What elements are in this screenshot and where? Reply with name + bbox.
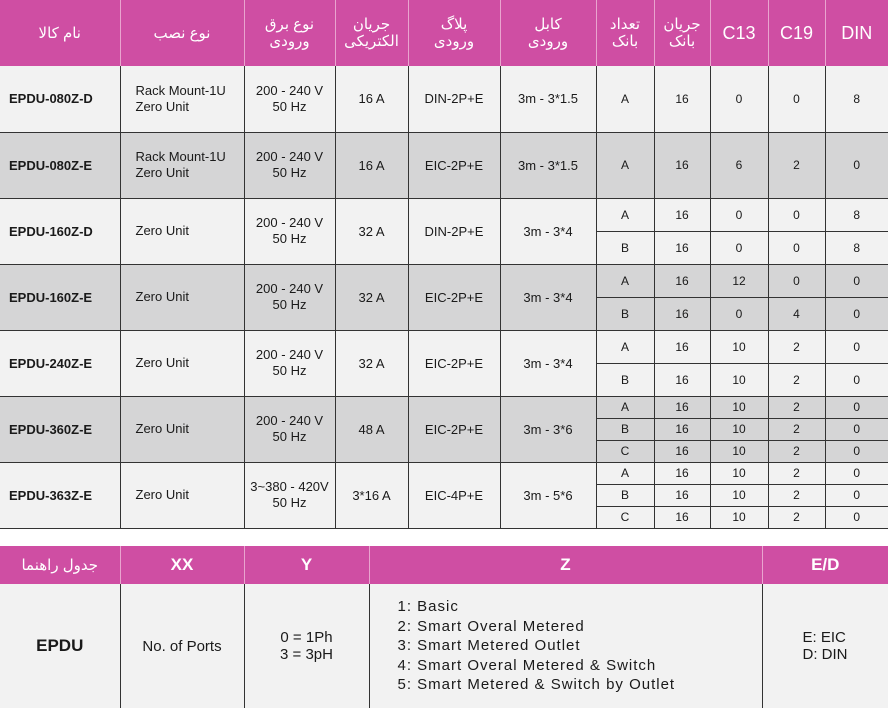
mount-type: Zero Unit (120, 198, 244, 264)
guide-ed-values (762, 584, 888, 708)
guide-z-line: 2: Smart Overal Metered (397, 617, 585, 635)
header-mount: نوع نصب (120, 0, 244, 66)
input-plug: EIC-2P+E (408, 330, 500, 396)
bank-label: C (596, 506, 654, 528)
c19-count: 2 (768, 330, 825, 363)
bank-label: B (596, 484, 654, 506)
guide-brand: EPDU (0, 584, 120, 708)
c13-count: 0 (710, 198, 768, 231)
guide-header-z: Z (369, 546, 762, 584)
electric-current: 48 A (335, 396, 408, 462)
din-count: 0 (825, 418, 888, 440)
table-row (0, 396, 888, 418)
bank-label: A (596, 198, 654, 231)
guide-z-line: 5: Smart Metered & Switch by Outlet (397, 676, 676, 694)
bank-label: A (596, 132, 654, 198)
guide-y-line: 3 = 3pH (280, 646, 333, 663)
din-count: 8 (825, 66, 888, 132)
input-plug: EIC-4P+E (408, 462, 500, 528)
guide-z-line: 4: Smart Overal Metered & Switch (397, 656, 657, 674)
c13-count: 6 (710, 132, 768, 198)
guide-body-row (0, 584, 888, 708)
bank-current: 16 (654, 231, 710, 264)
bank-current: 16 (654, 66, 710, 132)
c13-count: 10 (710, 462, 768, 484)
input-cable: 3m - 3*6 (500, 396, 596, 462)
c13-count: 10 (710, 330, 768, 363)
bank-label: B (596, 418, 654, 440)
product-code: EPDU-363Z-E (0, 462, 120, 528)
bank-label: A (596, 264, 654, 297)
input-plug: EIC-2P+E (408, 264, 500, 330)
bank-current: 16 (654, 440, 710, 462)
mount-type: Zero Unit (120, 264, 244, 330)
bank-label: C (596, 440, 654, 462)
input-power: 200 - 240 V 50 Hz (244, 396, 335, 462)
electric-current: 3*16 A (335, 462, 408, 528)
header-c13: C13 (710, 0, 768, 66)
input-plug: DIN-2P+E (408, 66, 500, 132)
c13-count: 10 (710, 363, 768, 396)
mount-type: Rack Mount-1U Zero Unit (120, 66, 244, 132)
din-count: 0 (825, 132, 888, 198)
c19-count: 2 (768, 484, 825, 506)
guide-z-values (369, 584, 762, 708)
din-count: 8 (825, 198, 888, 231)
guide-y-line: 0 = 1Ph (280, 629, 333, 646)
guide-ed-line: E: EIC (802, 629, 846, 646)
c19-count: 2 (768, 506, 825, 528)
header-banks: تعداد بانک (596, 0, 654, 66)
guide-ed-line: D: DIN (802, 646, 848, 663)
product-code: EPDU-160Z-E (0, 264, 120, 330)
bank-current: 16 (654, 462, 710, 484)
input-plug: EIC-2P+E (408, 396, 500, 462)
guide-header-y: Y (244, 546, 369, 584)
electric-current: 32 A (335, 198, 408, 264)
bank-current: 16 (654, 396, 710, 418)
c13-count: 12 (710, 264, 768, 297)
guide-header-row (0, 546, 888, 584)
c13-count: 10 (710, 396, 768, 418)
din-count: 0 (825, 484, 888, 506)
c19-count: 0 (768, 66, 825, 132)
bank-current: 16 (654, 132, 710, 198)
c19-count: 2 (768, 462, 825, 484)
c13-count: 10 (710, 440, 768, 462)
header-name: نام کالا (0, 0, 120, 66)
mount-type: Zero Unit (120, 330, 244, 396)
guide-header-xx: XX (120, 546, 244, 584)
header-cable: کابل ورودی (500, 0, 596, 66)
c13-count: 10 (710, 418, 768, 440)
product-code: EPDU-160Z-D (0, 198, 120, 264)
bank-label: A (596, 330, 654, 363)
mount-type: Rack Mount-1U Zero Unit (120, 132, 244, 198)
guide-z-line: 1: Basic (397, 598, 459, 616)
header-din: DIN (825, 0, 888, 66)
c13-count: 0 (710, 297, 768, 330)
electric-current: 32 A (335, 330, 408, 396)
header-current: جریان الکتریکی (335, 0, 408, 66)
input-cable: 3m - 3*1.5 (500, 66, 596, 132)
din-count: 8 (825, 231, 888, 264)
c19-count: 2 (768, 440, 825, 462)
header-c19: C19 (768, 0, 825, 66)
bank-current: 16 (654, 264, 710, 297)
bank-label: A (596, 66, 654, 132)
bank-label: B (596, 297, 654, 330)
input-cable: 3m - 3*1.5 (500, 132, 596, 198)
bank-label: A (596, 396, 654, 418)
din-count: 0 (825, 396, 888, 418)
din-count: 0 (825, 264, 888, 297)
table-row (0, 264, 888, 297)
bank-current: 16 (654, 484, 710, 506)
c19-count: 2 (768, 363, 825, 396)
table-row (0, 330, 888, 363)
electric-current: 32 A (335, 264, 408, 330)
c19-count: 2 (768, 418, 825, 440)
input-power: 200 - 240 V 50 Hz (244, 132, 335, 198)
product-code: EPDU-080Z-E (0, 132, 120, 198)
c13-count: 0 (710, 66, 768, 132)
c19-count: 0 (768, 264, 825, 297)
guide-z-line: 3: Smart Metered Outlet (397, 637, 581, 655)
table-row (0, 462, 888, 484)
input-plug: DIN-2P+E (408, 198, 500, 264)
product-code: EPDU-080Z-D (0, 66, 120, 132)
din-count: 0 (825, 363, 888, 396)
c13-count: 10 (710, 506, 768, 528)
guide-table (0, 546, 888, 708)
din-count: 0 (825, 330, 888, 363)
din-count: 0 (825, 440, 888, 462)
input-power: 200 - 240 V 50 Hz (244, 330, 335, 396)
mount-type: Zero Unit (120, 462, 244, 528)
c19-count: 0 (768, 198, 825, 231)
bank-current: 16 (654, 330, 710, 363)
bank-label: A (596, 462, 654, 484)
din-count: 0 (825, 297, 888, 330)
electric-current: 16 A (335, 66, 408, 132)
input-cable: 3m - 3*4 (500, 264, 596, 330)
input-plug: EIC-2P+E (408, 132, 500, 198)
bank-label: B (596, 231, 654, 264)
c19-count: 4 (768, 297, 825, 330)
table-row (0, 66, 888, 132)
bank-current: 16 (654, 363, 710, 396)
guide-xx-value: No. of Ports (120, 584, 244, 708)
input-cable: 3m - 5*6 (500, 462, 596, 528)
din-count: 0 (825, 462, 888, 484)
input-cable: 3m - 3*4 (500, 330, 596, 396)
table-row (0, 198, 888, 231)
header-plug: پلاگ ورودی (408, 0, 500, 66)
electric-current: 16 A (335, 132, 408, 198)
bank-current: 16 (654, 297, 710, 330)
din-count: 0 (825, 506, 888, 528)
c13-count: 10 (710, 484, 768, 506)
c19-count: 2 (768, 396, 825, 418)
bank-current: 16 (654, 506, 710, 528)
c13-count: 0 (710, 231, 768, 264)
bank-label: B (596, 363, 654, 396)
product-code: EPDU-240Z-E (0, 330, 120, 396)
mount-type: Zero Unit (120, 396, 244, 462)
guide-y-values (244, 584, 369, 708)
product-code: EPDU-360Z-E (0, 396, 120, 462)
header-input: نوع برق ورودی (244, 0, 335, 66)
input-power: 200 - 240 V 50 Hz (244, 198, 335, 264)
table-row (0, 132, 888, 198)
input-power: 3~380 - 420V 50 Hz (244, 462, 335, 528)
c19-count: 0 (768, 231, 825, 264)
input-cable: 3m - 3*4 (500, 198, 596, 264)
product-rows (0, 66, 888, 528)
table-header-row (0, 0, 888, 66)
bank-current: 16 (654, 418, 710, 440)
bank-current: 16 (654, 198, 710, 231)
guide-title: جدول راهنما (0, 546, 120, 584)
c19-count: 2 (768, 132, 825, 198)
header-bank-current: جریان بانک (654, 0, 710, 66)
guide-header-ed: E/D (762, 546, 888, 584)
input-power: 200 - 240 V 50 Hz (244, 66, 335, 132)
input-power: 200 - 240 V 50 Hz (244, 264, 335, 330)
